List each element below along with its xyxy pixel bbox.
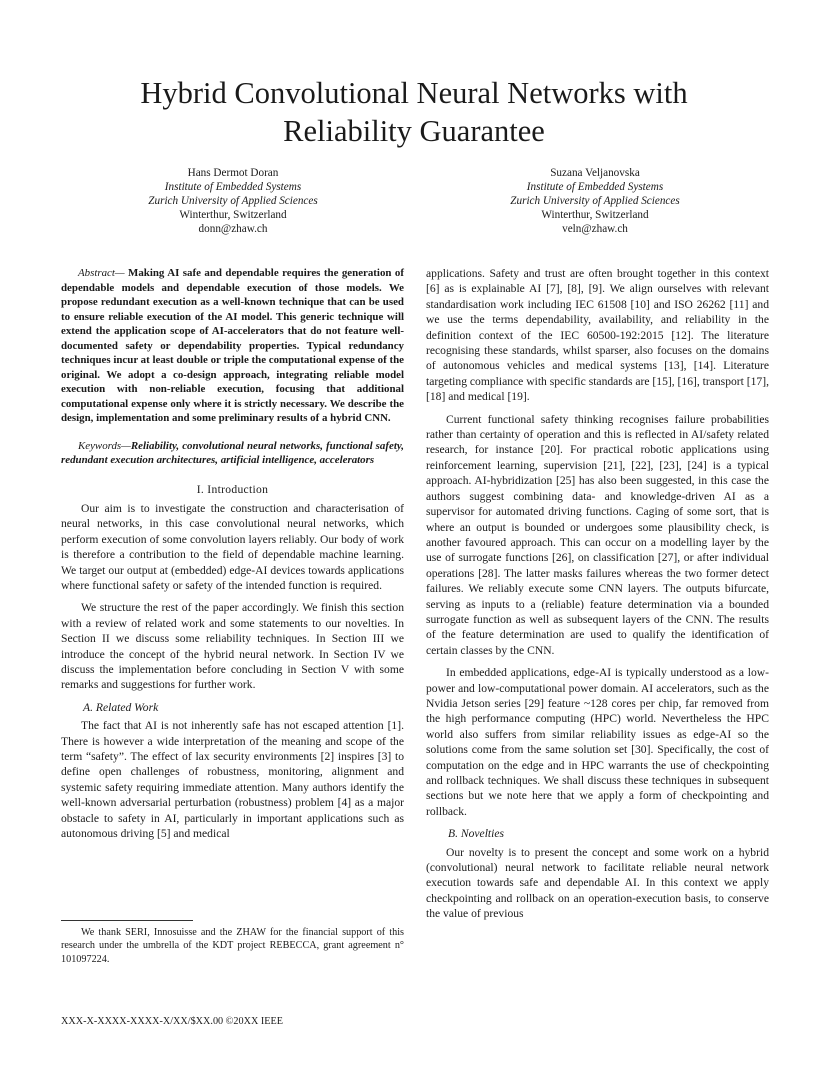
author-location: Winterthur, Switzerland	[541, 208, 649, 221]
keywords-text: Reliability, convolutional neural networks, functional safety, redundant execution architectures, artificial intelligence, accelerators	[61, 439, 404, 466]
footnote: We thank SERI, Innosuisse and the ZHAW for the financial support of this research under the umbrella of the KDT project REBECCA, grant agreement n° 101097224.	[61, 927, 404, 965]
author-block-1	[103, 167, 363, 237]
author-block-2	[465, 167, 725, 237]
author-university: Zurich University of Applied Sciences	[510, 194, 680, 207]
paragraph: Our novelty is to present the concept and some work on a hybrid (convolutional) neural network to facilitate reliable neural network execution towards safe and dependable AI. In this context we apply checkpointing and rollback on an operation-execution basis, to conserve the value of previous	[426, 845, 769, 921]
paper-title	[60, 74, 768, 150]
left-column	[61, 266, 404, 848]
paragraph: Our aim is to investigate the construction and characterisation of neural networks, in this case convolutional neural networks, which perform execution of some convolution layers reliably. Our body of work is therefore a contribution to the field of dependable machine learning. We target our output at (embedded) edge-AI devices towards applications where functional safety or safety of the intended function is required.	[61, 501, 404, 592]
abstract	[61, 266, 404, 426]
author-institute: Institute of Embedded Systems	[164, 180, 302, 193]
author-email: donn@zhaw.ch	[198, 222, 268, 235]
abstract-label: Abstract—	[78, 267, 125, 279]
paragraph: In embedded applications, edge-AI is typically understood as a low-power and low-computational power domain. AI accelerators, such as the Nvidia Jetson series [29] feature ~128 cores per chip, far removed from the high performance computing (HPC) world. Nevertheless the HPC world also suffers from similar reliability issues as edge-AI so the solutions come from the same solution set [30]. Specifically, the cost of computation on the edge and in HPC warrants the use of checkpointing and rollback techniques. We shall discuss these techniques in subsequent sections but we note here that we apply a form of checkpointing and rollback.	[426, 666, 769, 818]
author-location: Winterthur, Switzerland	[179, 208, 287, 221]
title-line-1: Hybrid Convolutional Neural Networks with	[140, 76, 688, 110]
keywords	[61, 439, 404, 468]
right-column	[426, 266, 769, 929]
author-email: veln@zhaw.ch	[562, 222, 628, 235]
author-institute: Institute of Embedded Systems	[526, 180, 664, 193]
author-university: Zurich University of Applied Sciences	[148, 194, 318, 207]
abstract-text: Making AI safe and dependable requires the generation of dependable models and dependable execution of those models. We propose redundant execution as a well-known technique that can be used to ensure reliable execution of the AI model. This generic technique will extend the application scope of AI-accelerators that do not feature well-documented safety or dependability properties. Typical redundancy techniques incur at least double or triple the computational expense of the original. We adopt a co-design approach, integrating reliable model execution with non-reliable execution, focusing that additional computational expense only where it is strictly necessary. We describe the design, implementation and some preliminary results of a hybrid CNN.	[61, 267, 404, 424]
author-name: Suzana Veljanovska	[550, 167, 640, 179]
author-name: Hans Dermot Doran	[187, 167, 279, 179]
keywords-label: Keywords—	[78, 439, 131, 452]
paragraph: We structure the rest of the paper accordingly. We finish this section with a review of related work and some statements to our novelties. In Section II we discuss some reliability techniques. In Section III we introduce the concept of the hybrid neural network. In Section IV we discuss the implementation before concluding in Section V with some remarks and suggestions for further work.	[61, 601, 404, 692]
section-heading-introduction: I. Introduction	[196, 482, 269, 496]
title-line-2: Reliability Guarantee	[283, 114, 545, 148]
paragraph: Current functional safety thinking recognises failure probabilities rather than certainty of operation and this is reflected in AI/safety related research, for instance [20]. For practical robotic applications using reinforcement learning, supervision [21], [22], [23], [24] is a typical approach. AI-hybridization [25] has also been suggested, in this case the authors suggest combining data- and knowledge-driven AI as a supervisor for automated driving functions. Caging of some sort, that is where an output is bounded or undergoes some plausibility check, is another favoured approach. This can occur on a modelling layer by the use of surrogate functions [26], on classification [27], or after individual operations [28]. The latter masks failures whereas the two former detect failures. We reliably execute some CNN layers. The outputs bifurcate, serving as inputs to a (reliable) feature determination via a bounded surrogate function as well as subsequent layers of the CNN. The results of the feature determination are used to qualify the identification of certain classes by the CNN.	[426, 412, 769, 657]
subsection-heading-related-work: A. Related Work	[83, 700, 159, 714]
copyright-footer: XXX-X-XXXX-XXXX-X/XX/$XX.00 ©20XX IEEE	[61, 1016, 283, 1027]
footnote-divider	[61, 920, 193, 921]
paragraph: The fact that AI is not inherently safe has not escaped attention [1]. There is however a wide interpretation of the meaning and scope of the term “safety”. The effect of lax security environments [2] inspires [3] to define open challenges of robustness, monitoring, alignment and systemic safety requiring immediate attention. Many authors identify the well-known adversarial perturbation (robustness) problem [4] as a major obstacle to safety in AI, particularly in important applications such as autonomous driving [5] and medical	[61, 719, 404, 841]
paragraph: applications. Safety and trust are often brought together in this context [6] as is explainable AI [7], [8], [9]. We align ourselves with relevant standardisation work including IEC 61508 [10] and ISO 26262 [11] and we use the terms dependability, availability, and reliability in the definition context of the IEC 60500-192:2015 [12]. The literature recognising these standards, whilst sparser, also focuses on the domains of autonomous vehicles and medical systems [13], [14]. Literature targeting compliance with specific standards are [15], [16], transport [17], [18] and medical [19].	[426, 267, 769, 404]
subsection-heading-novelties: B. Novelties	[448, 827, 505, 841]
